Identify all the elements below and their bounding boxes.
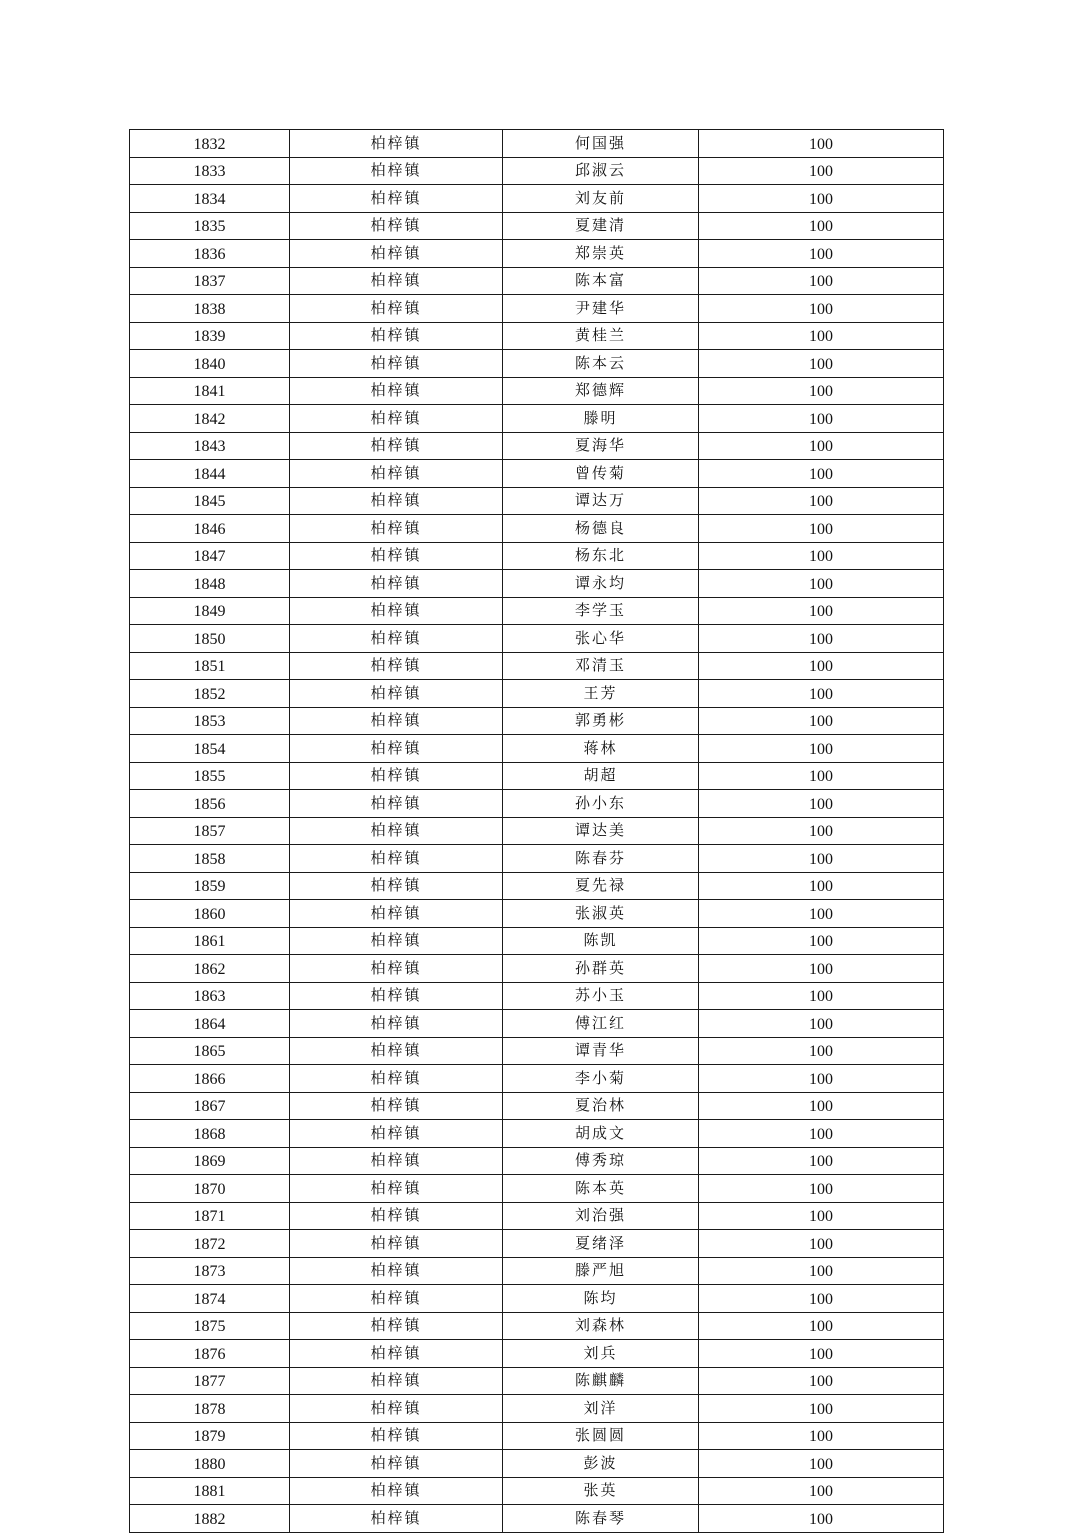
town-cell: 柏梓镇 [290,652,503,680]
serial-number-cell: 1857 [130,817,290,845]
serial-number-cell: 1838 [130,295,290,323]
name-cell: 杨东北 [503,542,699,570]
serial-number-cell: 1839 [130,322,290,350]
town-cell: 柏梓镇 [290,1092,503,1120]
table-row [130,487,944,515]
serial-number-cell: 1833 [130,157,290,185]
serial-number-cell: 1859 [130,872,290,900]
table-row [130,1312,944,1340]
table-row [130,240,944,268]
serial-number-cell: 1841 [130,377,290,405]
table-row [130,350,944,378]
amount-cell: 100 [699,1395,944,1423]
name-cell: 夏先禄 [503,872,699,900]
serial-number-cell: 1849 [130,597,290,625]
table-row [130,130,944,158]
table-row [130,1340,944,1368]
town-cell: 柏梓镇 [290,927,503,955]
serial-number-cell: 1845 [130,487,290,515]
amount-cell: 100 [699,267,944,295]
town-cell: 柏梓镇 [290,1037,503,1065]
amount-cell: 100 [699,1230,944,1258]
amount-cell: 100 [699,185,944,213]
amount-cell: 100 [699,955,944,983]
name-cell: 邓清玉 [503,652,699,680]
town-cell: 柏梓镇 [290,1147,503,1175]
table-row [130,680,944,708]
town-cell: 柏梓镇 [290,790,503,818]
name-cell: 杨德良 [503,515,699,543]
town-cell: 柏梓镇 [290,377,503,405]
amount-cell: 100 [699,680,944,708]
table-row [130,1010,944,1038]
amount-cell: 100 [699,1037,944,1065]
serial-number-cell: 1834 [130,185,290,213]
serial-number-cell: 1865 [130,1037,290,1065]
name-cell: 张英 [503,1477,699,1505]
table-row [130,1505,944,1533]
table-row [130,515,944,543]
amount-cell: 100 [699,1175,944,1203]
amount-cell: 100 [699,927,944,955]
serial-number-cell: 1868 [130,1120,290,1148]
table-row [130,1285,944,1313]
amount-cell: 100 [699,1202,944,1230]
name-cell: 郑崇英 [503,240,699,268]
serial-number-cell: 1871 [130,1202,290,1230]
table-row [130,322,944,350]
serial-number-cell: 1866 [130,1065,290,1093]
town-cell: 柏梓镇 [290,735,503,763]
name-cell: 陈春芬 [503,845,699,873]
town-cell: 柏梓镇 [290,625,503,653]
serial-number-cell: 1858 [130,845,290,873]
amount-cell: 100 [699,240,944,268]
name-cell: 李小菊 [503,1065,699,1093]
serial-number-cell: 1855 [130,762,290,790]
table-row [130,872,944,900]
table-row [130,625,944,653]
serial-number-cell: 1850 [130,625,290,653]
table-row [130,762,944,790]
table-row [130,1367,944,1395]
serial-number-cell: 1854 [130,735,290,763]
amount-cell: 100 [699,322,944,350]
name-cell: 陈本富 [503,267,699,295]
town-cell: 柏梓镇 [290,1312,503,1340]
amount-cell: 100 [699,845,944,873]
amount-cell: 100 [699,1450,944,1478]
town-cell: 柏梓镇 [290,1505,503,1533]
amount-cell: 100 [699,1367,944,1395]
name-cell: 陈麒麟 [503,1367,699,1395]
amount-cell: 100 [699,1092,944,1120]
name-cell: 陈春琴 [503,1505,699,1533]
name-cell: 谭达美 [503,817,699,845]
serial-number-cell: 1873 [130,1257,290,1285]
serial-number-cell: 1844 [130,460,290,488]
town-cell: 柏梓镇 [290,185,503,213]
name-cell: 刘洋 [503,1395,699,1423]
amount-cell: 100 [699,625,944,653]
town-cell: 柏梓镇 [290,1285,503,1313]
name-cell: 张淑英 [503,900,699,928]
town-cell: 柏梓镇 [290,900,503,928]
town-cell: 柏梓镇 [290,240,503,268]
table-row [130,267,944,295]
table-row [130,1175,944,1203]
amount-cell: 100 [699,872,944,900]
name-cell: 孙小东 [503,790,699,818]
amount-cell: 100 [699,982,944,1010]
table-row [130,295,944,323]
town-cell: 柏梓镇 [290,460,503,488]
town-cell: 柏梓镇 [290,982,503,1010]
name-cell: 邱淑云 [503,157,699,185]
amount-cell: 100 [699,460,944,488]
serial-number-cell: 1881 [130,1477,290,1505]
amount-cell: 100 [699,542,944,570]
name-cell: 曾传菊 [503,460,699,488]
town-cell: 柏梓镇 [290,350,503,378]
town-cell: 柏梓镇 [290,1202,503,1230]
amount-cell: 100 [699,1422,944,1450]
table-row [130,460,944,488]
table-row [130,1477,944,1505]
serial-number-cell: 1875 [130,1312,290,1340]
serial-number-cell: 1842 [130,405,290,433]
table-row [130,707,944,735]
serial-number-cell: 1861 [130,927,290,955]
name-cell: 孙群英 [503,955,699,983]
name-cell: 王芳 [503,680,699,708]
serial-number-cell: 1848 [130,570,290,598]
town-cell: 柏梓镇 [290,1395,503,1423]
name-cell: 蒋林 [503,735,699,763]
serial-number-cell: 1877 [130,1367,290,1395]
name-cell: 傅江红 [503,1010,699,1038]
town-cell: 柏梓镇 [290,1450,503,1478]
town-cell: 柏梓镇 [290,212,503,240]
amount-cell: 100 [699,597,944,625]
town-cell: 柏梓镇 [290,515,503,543]
table-row [130,1422,944,1450]
town-cell: 柏梓镇 [290,707,503,735]
amount-cell: 100 [699,1340,944,1368]
town-cell: 柏梓镇 [290,405,503,433]
town-cell: 柏梓镇 [290,597,503,625]
name-cell: 陈凯 [503,927,699,955]
serial-number-cell: 1876 [130,1340,290,1368]
table-row [130,955,944,983]
amount-cell: 100 [699,1285,944,1313]
table-row [130,845,944,873]
table-row [130,1395,944,1423]
amount-cell: 100 [699,212,944,240]
name-cell: 黄桂兰 [503,322,699,350]
town-cell: 柏梓镇 [290,157,503,185]
name-cell: 张心华 [503,625,699,653]
table-row [130,377,944,405]
town-cell: 柏梓镇 [290,432,503,460]
amount-cell: 100 [699,515,944,543]
table-row [130,735,944,763]
amount-cell: 100 [699,570,944,598]
table-row [130,1230,944,1258]
name-cell: 刘友前 [503,185,699,213]
serial-number-cell: 1837 [130,267,290,295]
amount-cell: 100 [699,652,944,680]
serial-number-cell: 1870 [130,1175,290,1203]
table-row [130,652,944,680]
name-cell: 尹建华 [503,295,699,323]
name-cell: 陈本英 [503,1175,699,1203]
town-cell: 柏梓镇 [290,817,503,845]
name-cell: 胡成文 [503,1120,699,1148]
amount-cell: 100 [699,735,944,763]
serial-number-cell: 1863 [130,982,290,1010]
table-row [130,1092,944,1120]
amount-cell: 100 [699,1147,944,1175]
name-cell: 滕严旭 [503,1257,699,1285]
serial-number-cell: 1872 [130,1230,290,1258]
name-cell: 张圆圆 [503,1422,699,1450]
roster-table-body [130,130,944,1533]
name-cell: 夏建清 [503,212,699,240]
name-cell: 苏小玉 [503,982,699,1010]
name-cell: 郭勇彬 [503,707,699,735]
serial-number-cell: 1851 [130,652,290,680]
table-row [130,157,944,185]
name-cell: 滕明 [503,405,699,433]
serial-number-cell: 1874 [130,1285,290,1313]
town-cell: 柏梓镇 [290,1367,503,1395]
town-cell: 柏梓镇 [290,845,503,873]
amount-cell: 100 [699,1312,944,1340]
name-cell: 夏绪泽 [503,1230,699,1258]
serial-number-cell: 1856 [130,790,290,818]
table-row [130,927,944,955]
amount-cell: 100 [699,432,944,460]
table-row [130,542,944,570]
serial-number-cell: 1836 [130,240,290,268]
town-cell: 柏梓镇 [290,487,503,515]
table-row [130,1065,944,1093]
serial-number-cell: 1878 [130,1395,290,1423]
table-row [130,817,944,845]
name-cell: 何国强 [503,130,699,158]
serial-number-cell: 1860 [130,900,290,928]
serial-number-cell: 1843 [130,432,290,460]
serial-number-cell: 1852 [130,680,290,708]
name-cell: 刘兵 [503,1340,699,1368]
table-row [130,405,944,433]
serial-number-cell: 1867 [130,1092,290,1120]
name-cell: 刘治强 [503,1202,699,1230]
amount-cell: 100 [699,487,944,515]
serial-number-cell: 1862 [130,955,290,983]
name-cell: 刘森林 [503,1312,699,1340]
serial-number-cell: 1846 [130,515,290,543]
name-cell: 夏海华 [503,432,699,460]
serial-number-cell: 1864 [130,1010,290,1038]
name-cell: 李学玉 [503,597,699,625]
serial-number-cell: 1869 [130,1147,290,1175]
table-row [130,597,944,625]
town-cell: 柏梓镇 [290,322,503,350]
town-cell: 柏梓镇 [290,872,503,900]
amount-cell: 100 [699,707,944,735]
name-cell: 谭永均 [503,570,699,598]
town-cell: 柏梓镇 [290,762,503,790]
name-cell: 谭达万 [503,487,699,515]
amount-cell: 100 [699,377,944,405]
town-cell: 柏梓镇 [290,1477,503,1505]
serial-number-cell: 1840 [130,350,290,378]
amount-cell: 100 [699,762,944,790]
table-row [130,790,944,818]
amount-cell: 100 [699,157,944,185]
town-cell: 柏梓镇 [290,680,503,708]
name-cell: 谭青华 [503,1037,699,1065]
town-cell: 柏梓镇 [290,295,503,323]
town-cell: 柏梓镇 [290,1065,503,1093]
serial-number-cell: 1835 [130,212,290,240]
town-cell: 柏梓镇 [290,1340,503,1368]
serial-number-cell: 1882 [130,1505,290,1533]
serial-number-cell: 1880 [130,1450,290,1478]
table-row [130,570,944,598]
town-cell: 柏梓镇 [290,267,503,295]
table-row [130,1202,944,1230]
name-cell: 郑德辉 [503,377,699,405]
town-cell: 柏梓镇 [290,955,503,983]
table-row [130,1147,944,1175]
amount-cell: 100 [699,790,944,818]
name-cell: 陈均 [503,1285,699,1313]
serial-number-cell: 1879 [130,1422,290,1450]
amount-cell: 100 [699,1257,944,1285]
amount-cell: 100 [699,350,944,378]
town-cell: 柏梓镇 [290,1010,503,1038]
amount-cell: 100 [699,130,944,158]
town-cell: 柏梓镇 [290,1230,503,1258]
name-cell: 彭波 [503,1450,699,1478]
town-cell: 柏梓镇 [290,1120,503,1148]
name-cell: 陈本云 [503,350,699,378]
amount-cell: 100 [699,1065,944,1093]
name-cell: 胡超 [503,762,699,790]
name-cell: 夏治林 [503,1092,699,1120]
serial-number-cell: 1847 [130,542,290,570]
table-row [130,1037,944,1065]
town-cell: 柏梓镇 [290,1175,503,1203]
table-row [130,185,944,213]
town-cell: 柏梓镇 [290,1257,503,1285]
amount-cell: 100 [699,1120,944,1148]
table-row [130,212,944,240]
name-cell: 傅秀琼 [503,1147,699,1175]
amount-cell: 100 [699,1505,944,1533]
serial-number-cell: 1832 [130,130,290,158]
amount-cell: 100 [699,900,944,928]
table-row [130,1257,944,1285]
town-cell: 柏梓镇 [290,542,503,570]
amount-cell: 100 [699,1010,944,1038]
serial-number-cell: 1853 [130,707,290,735]
table-row [130,900,944,928]
amount-cell: 100 [699,817,944,845]
town-cell: 柏梓镇 [290,130,503,158]
table-row [130,1120,944,1148]
table-row [130,982,944,1010]
table-row [130,1450,944,1478]
town-cell: 柏梓镇 [290,570,503,598]
amount-cell: 100 [699,1477,944,1505]
amount-cell: 100 [699,295,944,323]
roster-table [129,129,944,1533]
amount-cell: 100 [699,405,944,433]
town-cell: 柏梓镇 [290,1422,503,1450]
table-row [130,432,944,460]
